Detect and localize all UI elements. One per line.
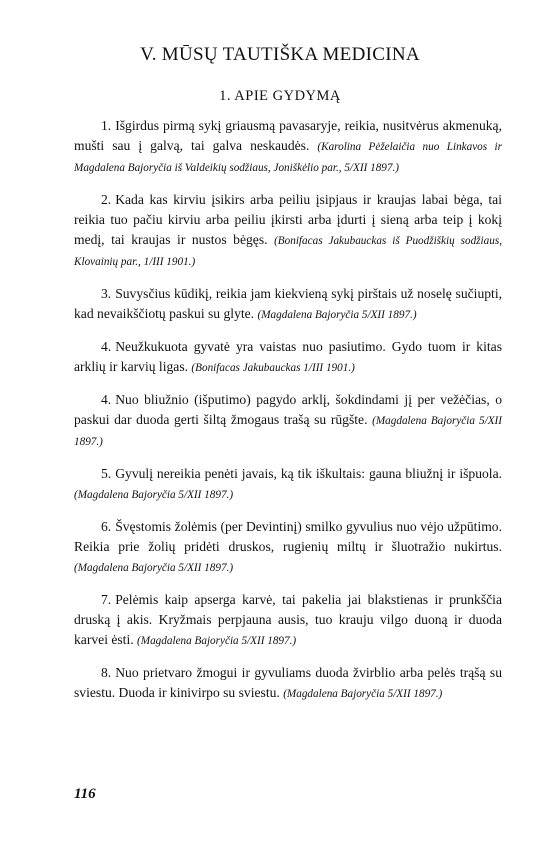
entry-text: Suvysčius kūdikį, reikia jam kiekvieną sykį pirštais už noselę sučiupti, kad nevaikščiotų paskui su glyte. <box>74 286 502 321</box>
entry-number: 4. <box>101 392 112 407</box>
entry-source: (Bonifacas Jakubauckas iš Puodžiškių sodžiaus, Klovainių par., 1/III 1901.) <box>74 235 502 268</box>
entry-source: (Magdalena Bajoryčia 5/XII 1897.) <box>74 562 234 574</box>
entry <box>74 337 502 378</box>
entry-number: 4. <box>101 339 112 354</box>
entry <box>74 663 502 704</box>
entry <box>74 390 502 452</box>
entry-number: 8. <box>101 665 112 680</box>
entry-text: Nuo bliužnio (išputimo) pagydo arklį, šokdindami jį per vežėčias, o paskui dar duoda gerti šiltą žmogaus trašą su rūgšte. <box>74 392 502 427</box>
entry-text: Nuo prietvaro žmogui ir gyvuliams duoda žvirblio arba pelės trąšą su sviestu. Duoda ir kinivirpo su sviestu. <box>74 665 502 700</box>
section-title: 1. APIE GYDYMĄ <box>219 88 341 104</box>
entry-number: 1. <box>101 118 112 133</box>
entry-number: 7. <box>101 592 112 607</box>
entry-text: Švęstomis žolėmis (per Devintinį) smilko gyvulius nuo vėjo užpūtimo. Reikia prie žolių pridėti druskos, rugienių miltų ir šluotražio nukirtus. <box>74 519 502 554</box>
entry <box>74 517 502 578</box>
chapter-title: V. MŪSŲ TAUTIŠKA MEDICINA <box>140 44 420 65</box>
entry-text: Gyvulį nereikia penėti javais, ką tik iškultais: gauna bliužnį ir išpuola. <box>115 466 502 481</box>
entry-source: (Karolina Pėželaičia nuo Linkavos ir Magdalena Bajoryčia iš Valdeikių sodžiaus, Joniškėlio par., 5/XII 1897.) <box>74 141 503 174</box>
entry <box>74 116 502 178</box>
entry <box>74 590 502 651</box>
entry-number: 2. <box>101 192 112 207</box>
entry-number: 6. <box>101 519 112 534</box>
entry-text: Kada kas kirviu įsikirs arba peiliu įsipjaus ir kraujas labai bėga, tai reikia tuo pačiu kirviu arba peiliu įkirsti arba įdurti į sieną arba teip į kokį medį, tai kraujas ir nustos bėgęs. <box>74 192 502 247</box>
entry-number: 5. <box>101 466 112 481</box>
entry-text: Neužkukuota gyvatė yra vaistas nuo pasiutimo. Gydo tuom ir kitas arklių ir karvių ligas. <box>74 339 502 374</box>
entry-text: Pelėmis kaip apserga karvė, tai pakelia jai blakstienas ir prunkščia druską į akis. Kryžmais perpjauna ausis, tuo krauju vilgo duoną ir duoda karvei ėsti. <box>74 592 502 647</box>
entry-text: Išgirdus pirmą sykį griausmą pavasaryje, reikia, nusitvėrus akmenuką, mušti sau į galvą, tai galva neskaudės. <box>74 118 502 153</box>
entry-source: (Magdalena Bajoryčia 5/XII 1897.) <box>74 415 502 448</box>
entry <box>74 284 502 325</box>
entry-source: (Magdalena Bajoryčia 5/XII 1897.) <box>74 489 234 501</box>
entries-list <box>74 116 502 716</box>
entry-number: 3. <box>101 286 112 301</box>
entry-source: (Bonifacas Jakubauckas 1/III 1901.) <box>191 362 355 374</box>
entry-source: (Magdalena Bajoryčia 5/XII 1897.) <box>257 309 417 321</box>
page-number: 116 <box>74 786 96 802</box>
entry <box>74 190 502 272</box>
entry-source: (Magdalena Bajoryčia 5/XII 1897.) <box>137 635 297 647</box>
entry-source: (Magdalena Bajoryčia 5/XII 1897.) <box>283 688 443 700</box>
entry <box>74 464 502 505</box>
